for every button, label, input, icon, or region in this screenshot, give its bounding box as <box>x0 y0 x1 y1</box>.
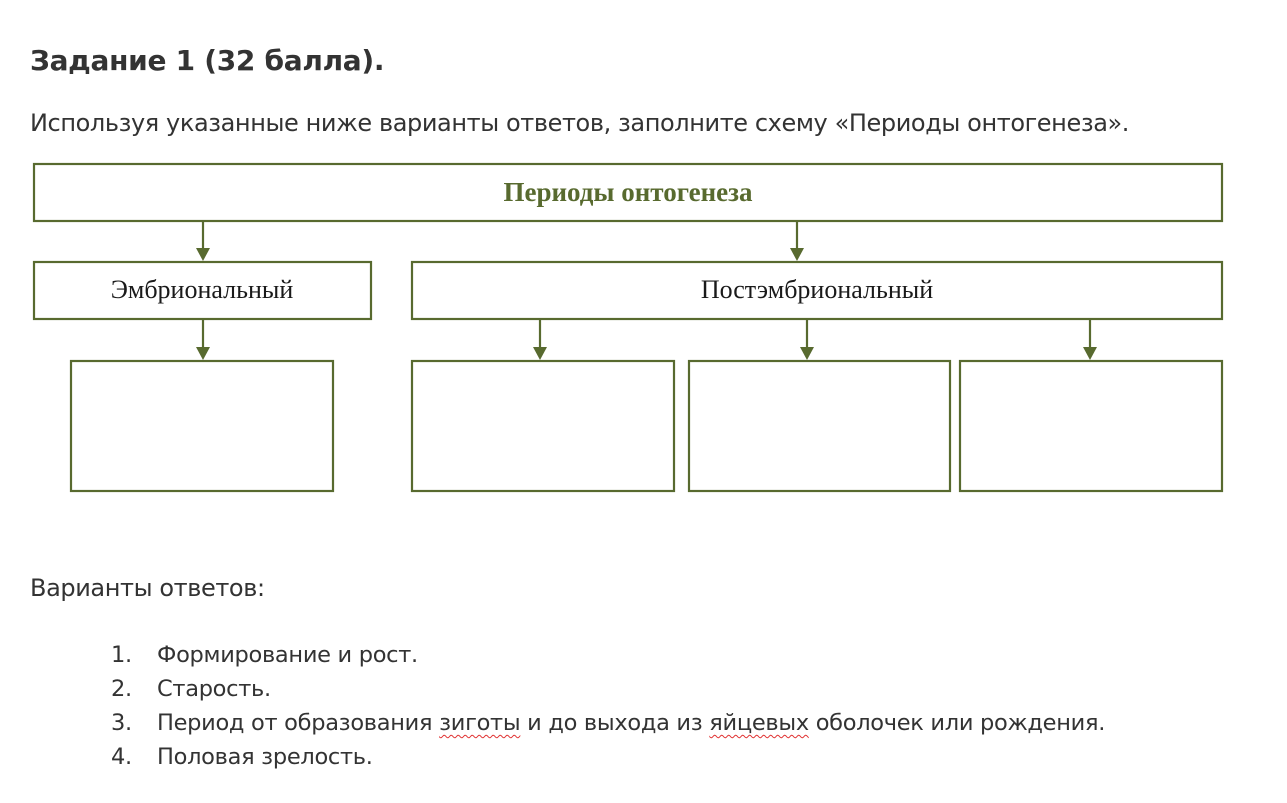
answer-number: 3. <box>111 710 132 736</box>
branch-label-postembryonic: Постэмбриональный <box>700 275 934 304</box>
arrow-postembryonic-to-slot-3 <box>1083 319 1097 360</box>
answer-text: Половая зрелость. <box>157 744 373 770</box>
spellcheck-flagged-word: зиготы <box>439 710 521 736</box>
answer-text: Старость. <box>157 676 271 702</box>
task-title: Задание 1 (32 балла). <box>30 44 385 77</box>
scheme-root-title: Периоды онтогенеза <box>503 177 753 207</box>
arrow-root-to-embryonic <box>196 221 210 261</box>
arrow-embryonic-to-slot <box>196 319 210 360</box>
answer-slot-postembryonic-2 <box>689 361 950 491</box>
arrow-postembryonic-to-slot-2 <box>800 319 814 360</box>
answer-text-segment: и до выхода из <box>520 710 710 736</box>
answer-number: 1. <box>111 642 132 668</box>
answers-heading: Варианты ответов: <box>30 574 265 602</box>
task-instruction: Используя указанные ниже варианты ответов, заполните схему «Периоды онтогенеза». <box>30 109 1130 137</box>
answer-text-segment: оболочек или рождения. <box>808 710 1106 736</box>
arrow-root-to-postembryonic <box>790 221 804 261</box>
answer-text-segment: Период от образования <box>157 710 440 736</box>
answer-slot-postembryonic-3 <box>960 361 1222 491</box>
answer-slot-postembryonic-1 <box>412 361 674 491</box>
answer-number: 4. <box>111 744 132 770</box>
answer-text <box>157 710 1105 736</box>
answer-slot-embryonic <box>71 361 333 491</box>
arrow-postembryonic-to-slot-1 <box>533 319 547 360</box>
branch-label-embryonic: Эмбриональный <box>110 275 294 304</box>
answer-text: Формирование и рост. <box>157 642 418 668</box>
spellcheck-flagged-word: яйцевых <box>709 710 809 736</box>
answer-number: 2. <box>111 676 132 702</box>
